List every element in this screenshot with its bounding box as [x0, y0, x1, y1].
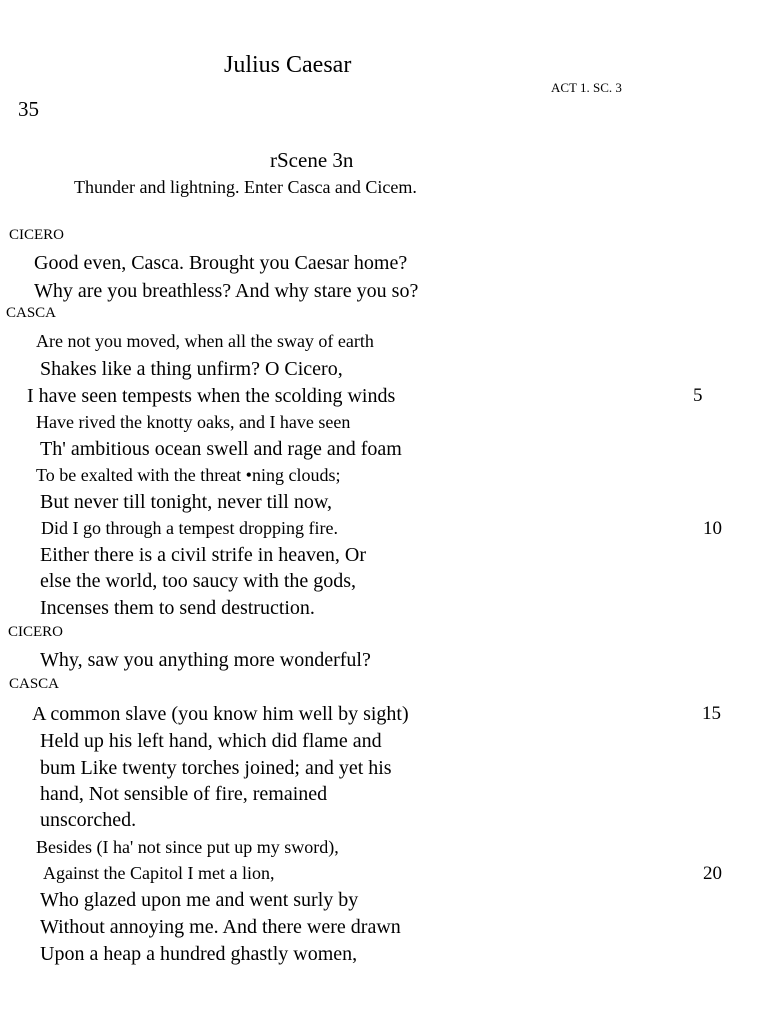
verse-line: Shakes like a thing unfirm? O Cicero,: [40, 358, 343, 380]
verse-line: To be exalted with the threat •ning clouds;: [36, 465, 341, 485]
verse-line: bum Like twenty torches joined; and yet his: [40, 757, 392, 779]
verse-line: Held up his left hand, which did flame and: [40, 730, 382, 752]
speaker-name: CICERO: [8, 624, 64, 640]
verse-line: Th' ambitious ocean swell and rage and foam: [40, 438, 402, 460]
line-number: 20: [703, 863, 722, 884]
verse-line: Are not you moved, when all the sway of earth: [36, 331, 374, 351]
verse-line: Good even, Casca. Brought you Caesar home?: [34, 252, 408, 274]
verse-line: Upon a heap a hundred ghastly women,: [40, 943, 358, 965]
verse-line: Did I go through a tempest dropping fire.: [41, 518, 338, 538]
page-number: 35: [18, 97, 39, 121]
act-scene-label: ACT 1. SC. 3: [551, 80, 622, 95]
verse-line: Without annoying me. And there were drawn: [40, 916, 401, 938]
verse-line: hand, Not sensible of fire, remained: [40, 783, 328, 805]
line-number: 5: [693, 385, 703, 406]
verse-line: unscorched.: [40, 809, 137, 831]
line-number: 10: [703, 518, 722, 539]
verse-line: else the world, too saucy with the gods,: [40, 570, 357, 592]
speaker-name: CASCA: [9, 676, 60, 692]
verse-line: Incenses them to send destruction.: [40, 597, 315, 619]
stage-direction: Thunder and lightning. Enter Casca and Cicem.: [74, 177, 417, 197]
speaker-name: CASCA: [6, 305, 57, 321]
line-number: 15: [702, 703, 721, 724]
play-title: Julius Caesar: [224, 52, 352, 78]
verse-line: Who glazed upon me and went surly by: [40, 889, 359, 911]
verse-line: Why, saw you anything more wonderful?: [40, 649, 371, 671]
verse-line: A common slave (you know him well by sight): [32, 703, 409, 725]
scene-heading: rScene 3n: [270, 148, 354, 172]
verse-line: I have seen tempests when the scolding winds: [27, 385, 396, 407]
verse-line: Have rived the knotty oaks, and I have seen: [36, 412, 351, 432]
verse-line: Against the Capitol I met a lion,: [43, 863, 275, 883]
speaker-name: CICERO: [9, 227, 65, 243]
verse-line: Either there is a civil strife in heaven, Or: [40, 544, 366, 566]
verse-line: Besides (I ha' not since put up my sword),: [36, 837, 339, 857]
verse-line: But never till tonight, never till now,: [40, 491, 332, 513]
verse-line: Why are you breathless? And why stare you so?: [34, 280, 419, 302]
